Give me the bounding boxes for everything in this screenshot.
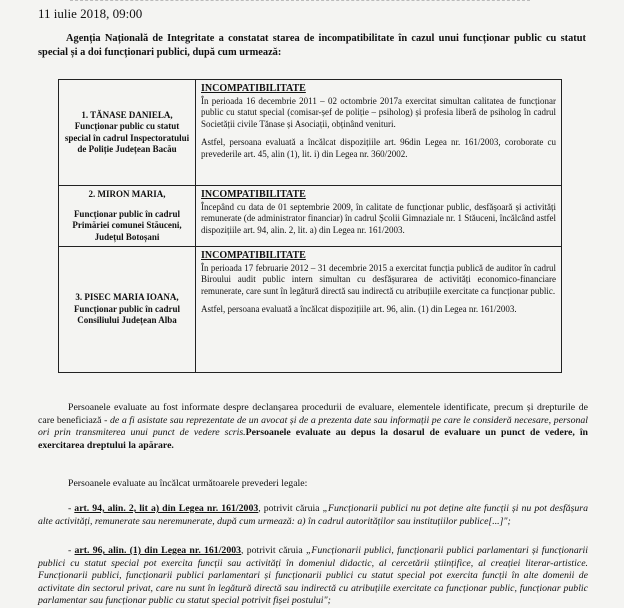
details-cell [196,80,562,186]
person-cell [59,80,196,186]
person-role: Funcționar public cu statut special în cadrul Inspectoratului de Poliție Județean Bacău [64,121,190,154]
article-reference: art. 96, alin. (1) din Legea nr. 161/2003 [74,545,242,556]
table-row [59,247,562,373]
case-detail: În perioada 17 februarie 2012 – 31 decembrie 2015 a exercitat funcția publică de auditor în cadrul Biroului audit public intern simultan cu desfășurarea de activități economico-financiare remunerate, care sunt în legătură directă sau indirectă cu atribuțiile exercitate ca funcționar public. [201,262,556,296]
details-cell [196,247,562,373]
article-item: - art. 96, alin. (1) din Legea nr. 161/2003, potrivit căruia „Funcționarii publici, funcționarii publici parlamentari și funcționarii publici cu statut special pot exercita funcții sau activități în domeniul didactic, al cercetării științifice, al creației literar-artistice. Funcționarii publici, funcționarii publici parlamentari și funcționarii publici cu statut special pot exercita funcții în alte domenii de activitate din sectorul privat, care nu sunt în legătură directă sau indirectă cu atribuțiile exercitate ca funcționar public, funcționar public parlamentar sau funcționar public cu statut special potrivit fișei postului"; [38,545,588,607]
case-heading: INCOMPATIBILITATE [201,189,306,200]
top-divider [70,0,530,4]
incompatibility-table [58,79,562,373]
intro-paragraph: Agenția Națională de Integritate a constatat starea de incompatibilitate în cazul unui funcționar public cu statut special și a doi funcționari publici, după cum urmează: [38,33,586,58]
rights-italic-text: de a fi asistate sau reprezentate de un avocat și de a prezenta date sau informații pe care le consideră necesare, personal ori prin transmiterea unui punct de vedere scris. [38,414,588,439]
article-quote: „Funcționarii publici, funcționarii publici parlamentari și funcționarii publici cu statut special pot exercita funcții sau activități în domeniul didactic, al cercetării științifice, al creației literar-artistice. Funcționarii publici, funcționarii publici parlamentari și funcționarii publici cu statut special pot exercita funcții în alte domenii de activitate din sectorul privat, care nu sunt în legătură directă sau indirectă cu atribuțiile exercitate ca funcționar public, funcționar public parlamentar sau funcționar public cu statut special potrivit fișei postului"; [38,545,588,607]
case-heading: INCOMPATIBILITATE [201,83,306,94]
case-conclusion: Astfel, persoana evaluată a încălcat dispozițiile art. 96, alin. (1) din Legea nr. 161/2003. [201,304,517,314]
table-row [59,80,562,186]
article-reference: art. 94, alin. 2, lit a) din Legea nr. 161/2003 [74,503,259,514]
case-detail: Începând cu data de 01 septembrie 2009, în calitate de funcționar public, desfășoară și activități remunerate (de administrator financiar) în cadrul Școlii Gimnaziale nr. 1 Stăuceni, încălcând astfel dispozițiile art. 94, alin. 2, lit. a) din Legea nr. 161/2003. [201,201,556,235]
person-role: Funcționar public în cadrul Consiliului Județean Alba [73,303,181,326]
violations-intro: Persoanele evaluate au încălcat următoarele prevederi legale: [68,478,308,489]
case-detail: În perioada 16 decembrie 2011 – 02 octombrie 2017a exercitat simultan calitatea de funcționar public cu statut special (comisar-șef de poliție – psiholog) și profesia liberă de psiholog în cadrul Societății civile Tănase și Asociații, obținând venituri. [201,95,556,129]
rights-text: Persoanele evaluate au fost informate despre declanșarea procedurii de evaluare, elementele identificate, precum și drepturile de care beneficiază - [38,402,588,426]
person-cell [59,247,196,373]
person-cell [59,186,196,247]
case-heading: INCOMPATIBILITATE [201,250,306,261]
person-role: Funcționar public în cadrul Primăriei comunei Stăuceni, Județul Botoșani [72,208,182,242]
rights-bold-text: Persoanele evaluate au depus la dosarul de evaluare un punct de vedere, în exercitarea dreptului la apărare. [38,427,588,451]
person-name: 2. MIRON MARIA, [88,189,166,199]
article-item: - art. 94, alin. 2, lit a) din Legea nr. 161/2003, potrivit căruia „Funcționarii publici nu pot deține alte funcții și nu pot desfășura alte activități, remunerate sau neremunerate, după cum urmează: a) în cadrul autorităților sau instituțiilor publice[...]"; [38,503,588,527]
person-name: 3. PISEC MARIA IOANA, [75,292,179,303]
case-conclusion: Astfel, persoana evaluată a încălcat dispozițiile art. 96din Legea nr. 161/2003, coroborate cu prevederile art. 45, alin (1), lit. i) din Legea nr. 360/2002. [201,137,556,159]
publication-date: 11 iulie 2018, 09:00 [38,6,143,21]
person-name: 1. TĂNASE DANIELA, [81,109,173,120]
table-row [59,186,562,247]
details-cell [196,186,562,247]
article-quote: „Funcționarii publici nu pot deține alte funcții și nu pot desfășura alte activități, remunerate sau neremunerate, după cum urmează: a) în cadrul autorităților sau instituțiilor publice[...]"; [38,503,588,527]
rights-paragraph [38,402,588,452]
